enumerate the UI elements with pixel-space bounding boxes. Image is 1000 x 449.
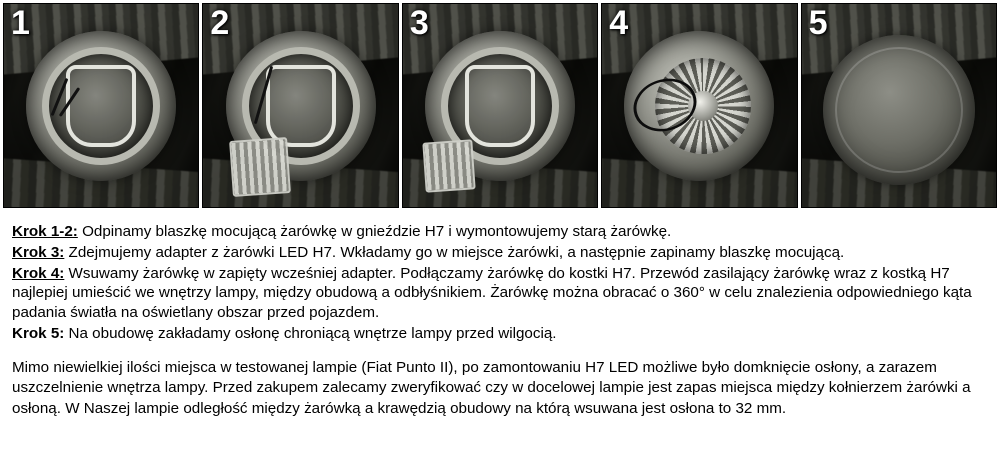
step-line-1 <box>12 222 988 242</box>
protective-cover <box>823 35 975 185</box>
photo-step-5 <box>801 3 997 208</box>
removed-bulb <box>229 137 291 197</box>
step-label-3: Krok 4: <box>12 264 65 282</box>
step-text-2: Zdejmujemy adapter z żarówki LED H7. Wkładamy go w miejsce żarówki, a następnie zapinamy blaszkę mocującą. <box>64 243 845 261</box>
step-text-3: Wsuwamy żarówkę w zapięty wcześniej adapter. Podłączamy żarówkę do kostki H7. Przewód zasilający żarówkę wraz z kostką H7 najlepiej umieścić we wnętrzy lampy, między obudową a odbłyśnikiem. Żarówkę można obracać o 360° w celu znalezienia odpowiedniego kąta padania światła na oświetlany obszar przed pojazdem. <box>12 264 972 321</box>
step-text-1: Odpinamy blaszkę mocującą żarówkę w gnieździe H7 i wymontowujemy starą żarówkę. <box>77 223 672 240</box>
step-label-1: Krok 1-2: <box>12 223 78 240</box>
instructions-text <box>0 208 1000 420</box>
step-line-3 <box>12 264 988 323</box>
photo-number-1: 1 <box>11 4 30 42</box>
step-label-2: Krok 3: <box>12 243 65 261</box>
photo-number-2: 2 <box>210 4 230 42</box>
photo-number-3: 3 <box>409 4 429 42</box>
summary-paragraph: Mimo niewielkiej ilości miejsca w testowanej lampie (Fiat Punto II), po zamontowaniu H7 LED możliwe było domknięcie osłony, a zarazem uszczelnienie wnętrza lampy. Przed zakupem zalecamy zweryfikować czy w docelowej lampie jest zapas miejsca między kołnierzem żarówki a osłoną. W Naszej lampie odległość między żarówką a krawędzią obudowy na którą wsuwana jest osłona to 32 mm. <box>12 358 971 417</box>
step-label-4: Krok 5: <box>12 324 65 342</box>
led-adapter-part <box>423 139 476 192</box>
retaining-clip-open <box>266 65 336 147</box>
step-line-4 <box>12 324 988 344</box>
step-line-2 <box>12 243 988 263</box>
photo-step-1 <box>3 3 199 208</box>
retaining-clip <box>66 65 136 147</box>
retaining-clip-closed <box>465 65 535 147</box>
photo-number-5: 5 <box>808 4 828 42</box>
photo-step-4 <box>601 3 797 208</box>
photo-step-3 <box>402 3 598 208</box>
photo-step-2 <box>202 3 398 208</box>
photo-strip <box>0 0 1000 208</box>
step-text-4: Na obudowę zakładamy osłonę chroniącą wnętrze lampy przed wilgocią. <box>64 324 557 342</box>
photo-number-4: 4 <box>609 4 629 42</box>
